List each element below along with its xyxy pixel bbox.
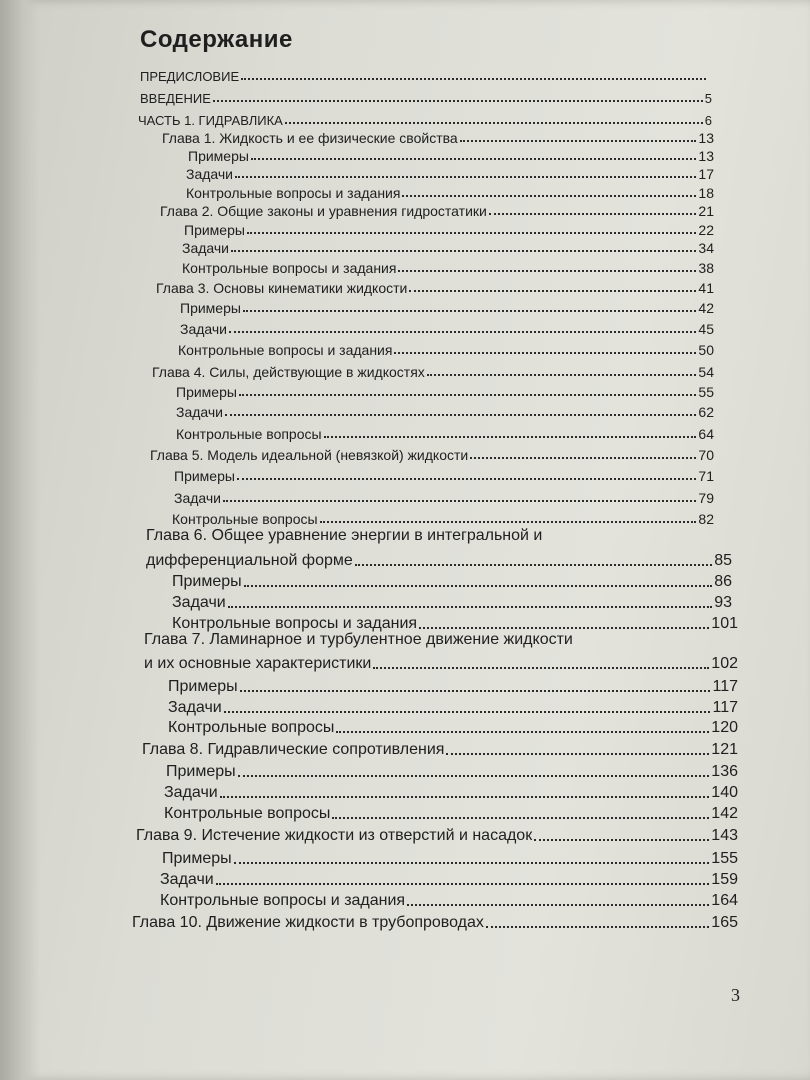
leader-dots [238,775,710,777]
toc-entry-label: Контрольные вопросы и задания [172,615,418,632]
leader-dots [247,232,696,234]
toc-entry-ch7-questions [168,717,738,737]
toc-entry-ch1-questions [186,181,714,201]
toc-entry-ch3-examples [180,296,714,316]
toc-entry-ch7 [144,653,738,673]
toc-entry-page: 86 [714,573,732,590]
leader-dots [470,457,696,459]
toc-entry-page: 155 [711,850,738,867]
toc-entry-page: 18 [698,185,714,201]
toc-entry-page: 41 [698,280,714,296]
toc-entry-page: 70 [698,447,714,463]
toc-entry-label: Задачи [180,321,228,337]
toc-entry-ch9-examples [162,848,738,868]
toc-entry-page: 42 [698,300,714,316]
leader-dots [229,331,696,333]
toc-entry-label: Глава 5. Модель идеальной (невязкой) жидкости [150,447,469,463]
leader-dots [234,862,710,864]
toc-entry-ch5-examples [174,464,714,484]
leader-dots [225,414,696,416]
toc-entry-ch10 [132,912,738,932]
toc-entry-page: 165 [711,914,738,931]
toc-entry-ch6-examples [172,571,732,591]
toc-entry-page: 55 [698,384,714,400]
toc-entry-label: Глава 3. Основы кинематики жидкости [156,280,408,296]
toc-entry-page: 121 [711,741,738,758]
leader-dots [446,753,709,755]
toc-entry-page: 54 [698,364,714,380]
toc-entry-ch9-tasks [160,869,738,889]
toc-entry-label: Задачи [168,699,222,716]
toc-entry-page: 79 [698,490,714,506]
toc-entry-label: Примеры [162,850,232,867]
toc-entry-label: Примеры [172,573,242,590]
toc-entry-label: Глава 8. Гидравлические сопротивления [142,741,445,758]
toc-entry-label: Глава 2. Общие законы и уравнения гидростатики [160,203,487,219]
toc-entry-page: 142 [711,805,738,822]
toc-entry-ch2-questions [182,256,714,276]
toc-entry-label: Глава 10. Движение жидкости в трубопроводах [132,914,484,931]
toc-entry-ch2 [160,199,714,219]
leader-dots [489,213,697,215]
toc-entry-page: 164 [711,892,738,909]
leader-dots [216,883,710,885]
leader-dots [237,478,696,480]
leader-dots [220,796,710,798]
leader-dots [332,817,709,819]
leader-dots [228,606,712,608]
toc-entry-ch4-examples [176,380,714,400]
toc-entry-label: Примеры [180,300,241,316]
leader-dots [240,690,711,692]
leader-dots [243,310,696,312]
toc-entry-ch7-tasks [168,697,738,717]
toc-entry-page: 13 [698,130,714,146]
toc-entry-ch1-tasks [186,162,714,182]
toc-entry-page: 85 [714,552,732,569]
leader-dots [419,627,709,629]
toc-entry-label: Примеры [176,384,237,400]
toc-entry-page: 101 [711,615,738,632]
leader-dots [320,521,697,523]
toc-entry-ch4-questions [176,422,714,442]
page-title: Содержание [140,26,293,53]
leader-dots [285,122,703,124]
toc-entry-label: Задачи [160,871,214,888]
leader-dots [336,731,709,733]
toc-entry-page: 136 [711,763,738,780]
leader-dots [398,270,696,272]
toc-entry-label: Контрольные вопросы и задания [182,260,397,276]
toc-entry-label: Глава 9. Истечение жидкости из отверстий и насадок [136,827,533,844]
toc-entry-ch8-questions [164,803,738,823]
toc-entry-page: 93 [714,594,732,611]
toc-entry-label: Задачи [176,404,224,420]
toc-entry-page: 5 [704,91,712,106]
toc-entry-page: 82 [698,511,714,527]
leader-dots [373,667,709,669]
leader-dots [486,926,709,928]
toc-entry-label: Задачи [174,490,222,506]
leader-dots [244,585,713,587]
toc-entry-ch9-questions [160,890,738,910]
toc-entry-ch3-questions [178,338,714,358]
toc-entry-label: Контрольные вопросы [176,426,322,442]
toc-entry-label: Примеры [168,678,238,695]
toc-entry-label: Контрольные вопросы [168,719,335,736]
toc-entry-page: 38 [698,260,714,276]
toc-entry-page: 159 [711,871,738,888]
toc-entry-ch4 [152,360,714,380]
toc-entry-intro [140,86,712,106]
toc-entry-ch7-examples [168,676,738,696]
leader-dots [394,352,696,354]
leader-dots [407,904,709,906]
toc-entry-page: 21 [698,203,714,219]
toc-entry-label: Задачи [186,166,234,182]
toc-entry-ch2-examples [184,218,714,238]
toc-entry-page: 45 [698,321,714,337]
toc-entry-label: ВВЕДЕНИЕ [140,91,211,106]
toc-entry-ch3 [156,276,714,296]
toc-entry-label: Задачи [164,784,218,801]
toc-entry-ch3-tasks [180,317,714,337]
toc-entry-label: Примеры [188,148,249,164]
toc-entry-ch8-examples [166,761,738,781]
toc-entry-ch7-line1: Глава 7. Ламинарное и турбулентное движение жидкости [144,631,573,648]
toc-entry-page: 62 [698,404,714,420]
toc-entry-label: Контрольные вопросы [172,511,318,527]
leader-dots [213,100,703,102]
toc-entry-ch8-tasks [164,782,738,802]
leader-dots [324,436,697,438]
toc-entry-page: 17 [698,166,714,182]
leader-dots [402,195,696,197]
leader-dots [231,250,696,252]
toc-entry-ch2-tasks [182,236,714,256]
toc-entry-label: ЧАСТЬ 1. ГИДРАВЛИКА [138,113,283,128]
toc-entry-page: 143 [711,827,738,844]
toc-entry-ch6 [146,550,732,570]
toc-entry-label: Примеры [166,763,236,780]
leader-dots [235,176,696,178]
toc-entry-ch5-tasks [174,486,714,506]
toc-entry-label: дифференциальной форме [146,552,353,569]
toc-entry-label: Примеры [184,222,245,238]
toc-entry-ch9 [136,825,738,845]
leader-dots [409,290,696,292]
toc-entry-page: 117 [712,678,738,695]
toc-entry-ch6-tasks [172,592,732,612]
toc-entry-ch1 [162,126,714,146]
toc-entry-preface [140,64,708,84]
toc-entry-label: Примеры [174,468,235,484]
leader-dots [241,78,706,80]
toc-entry-label: Контрольные вопросы [164,805,331,822]
toc-entry-page: 34 [698,240,714,256]
leader-dots [355,564,712,566]
leader-dots [460,140,697,142]
toc-entry-label: Контрольные вопросы и задания [160,892,406,909]
page-number: 3 [731,985,740,1005]
toc-entry-page: 64 [698,426,714,442]
leader-dots [223,500,696,502]
toc-entry-ch8 [142,739,738,759]
toc-entry-page: 13 [698,148,714,164]
toc-entry-label: Задачи [172,594,226,611]
leader-dots [251,158,696,160]
toc-entry-page: 71 [698,468,714,484]
toc-entry-label: ПРЕДИСЛОВИЕ [140,69,240,84]
toc-entry-page: 120 [711,719,738,736]
toc-entry-page: 50 [698,342,714,358]
toc-entry-page: 117 [712,699,738,716]
toc-entry-ch6-questions [172,613,738,633]
toc-entry-page: 102 [711,655,738,672]
toc-entry-ch5-questions [172,507,714,527]
toc-entry-ch6-line1: Глава 6. Общее уравнение энергии в интегральной и [146,527,543,544]
leader-dots [534,839,709,841]
toc-entry-label: и их основные характеристики [144,655,372,672]
leader-dots [224,711,711,713]
toc-entry-label: Контрольные вопросы и задания [186,185,401,201]
toc-entry-page: 140 [711,784,738,801]
leader-dots [239,394,696,396]
toc-entry-label: Задачи [182,240,230,256]
toc-entry-label: Контрольные вопросы и задания [178,342,393,358]
toc-entry-ch5 [150,443,714,463]
toc-entry-label: Глава 1. Жидкость и ее физические свойства [162,130,458,146]
leader-dots [427,374,697,376]
toc-entry-ch1-examples [188,144,714,164]
toc-entry-label: Глава 4. Силы, действующие в жидкостях [152,364,425,380]
toc-entry-page: 6 [704,113,712,128]
toc-entry-page: 22 [698,222,714,238]
toc-entry-part1 [138,108,712,128]
toc-entry-ch4-tasks [176,400,714,420]
